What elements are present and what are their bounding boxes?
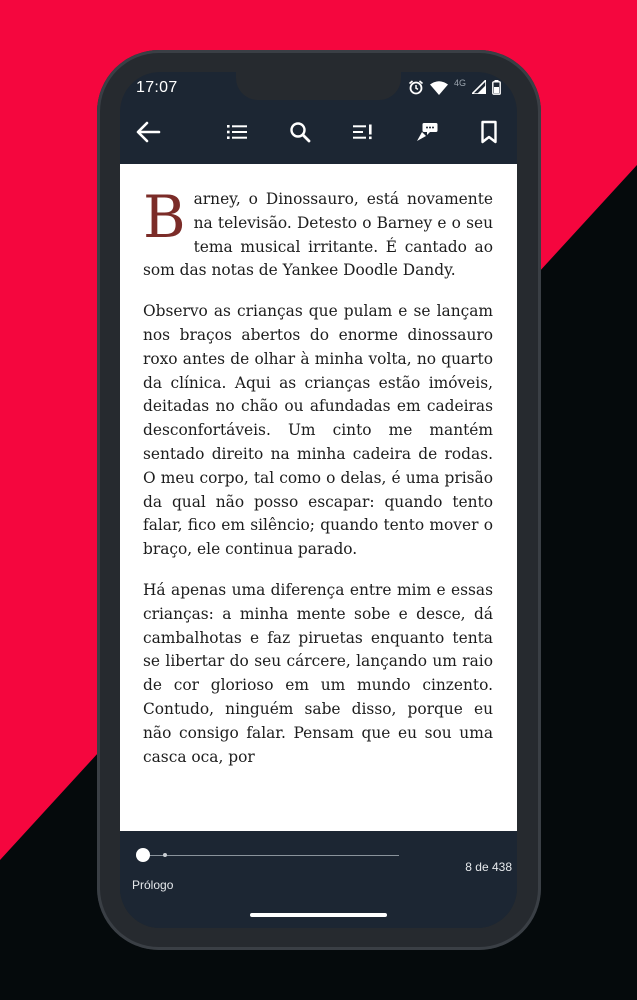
alarm-icon (408, 79, 424, 95)
table-of-contents-button[interactable] (221, 116, 253, 148)
book-text (143, 183, 493, 786)
reading-settings-icon (352, 123, 374, 141)
read-aloud-button[interactable] (410, 116, 442, 148)
read-aloud-icon (414, 121, 438, 143)
dropcap-letter: B (143, 183, 186, 251)
reading-progress-bar (120, 831, 517, 928)
page-count: 8 de 438 (465, 860, 512, 874)
search-button[interactable] (284, 116, 316, 148)
table-of-contents-icon (226, 123, 248, 141)
camera-notch (236, 72, 401, 100)
paragraph-3: Há apenas uma diferença entre mim e essas crianças: a minha mente sobe e desce, dá cambalhotas e faz piruetas enquanto tenta se libertar do seu cárcere, lançando um raio de cor glorioso em um mundo cinzento. Contudo, ninguém sabe disso, porque eu não consigo falar. Pensam que eu sou uma casca oca, por (143, 580, 493, 766)
back-arrow-icon (135, 120, 161, 144)
progress-slider-track[interactable] (144, 855, 399, 856)
search-icon (289, 121, 311, 143)
reader-toolbar (120, 102, 517, 162)
paragraph-1 (143, 183, 493, 283)
network-type-label: 4G (453, 78, 466, 88)
home-indicator[interactable] (250, 913, 387, 917)
chapter-label: Prólogo (132, 878, 174, 892)
wifi-icon (430, 80, 448, 95)
reading-settings-button[interactable] (347, 116, 379, 148)
paragraph-1-text: arney, o Dinossauro, está novamente na televisão. Detesto o Barney e o seu tema musical irritante. É cantado ao som das notas de Yankee Doodle Dandy. (143, 190, 493, 280)
battery-icon (492, 80, 501, 95)
phone-screen (120, 72, 517, 928)
status-icons (408, 79, 501, 95)
progress-slider-thumb[interactable] (136, 848, 150, 862)
progress-slider-marker (163, 853, 167, 857)
back-button[interactable] (132, 116, 164, 148)
signal-icon (472, 80, 486, 94)
bookmark-button[interactable] (473, 116, 505, 148)
reading-page[interactable] (120, 164, 517, 831)
status-clock: 17:07 (136, 79, 178, 96)
paragraph-2: Observo as crianças que pulam e se lançam nos braços abertos do enorme dinossauro roxo antes de olhar à minha volta, no quarto da clínica. Aqui as crianças estão imóveis, deitadas no chão ou afundadas em cadeiras desconfortáveis. Um cinto me mantém sentado direito na minha cadeira de rodas. O meu corpo, tal como o delas, é uma prisão da qual não posso escapar: quando tento falar, fico em silêncio; quando tento mover o braço, ele continua parado. (143, 302, 493, 559)
bookmark-icon (480, 120, 498, 144)
